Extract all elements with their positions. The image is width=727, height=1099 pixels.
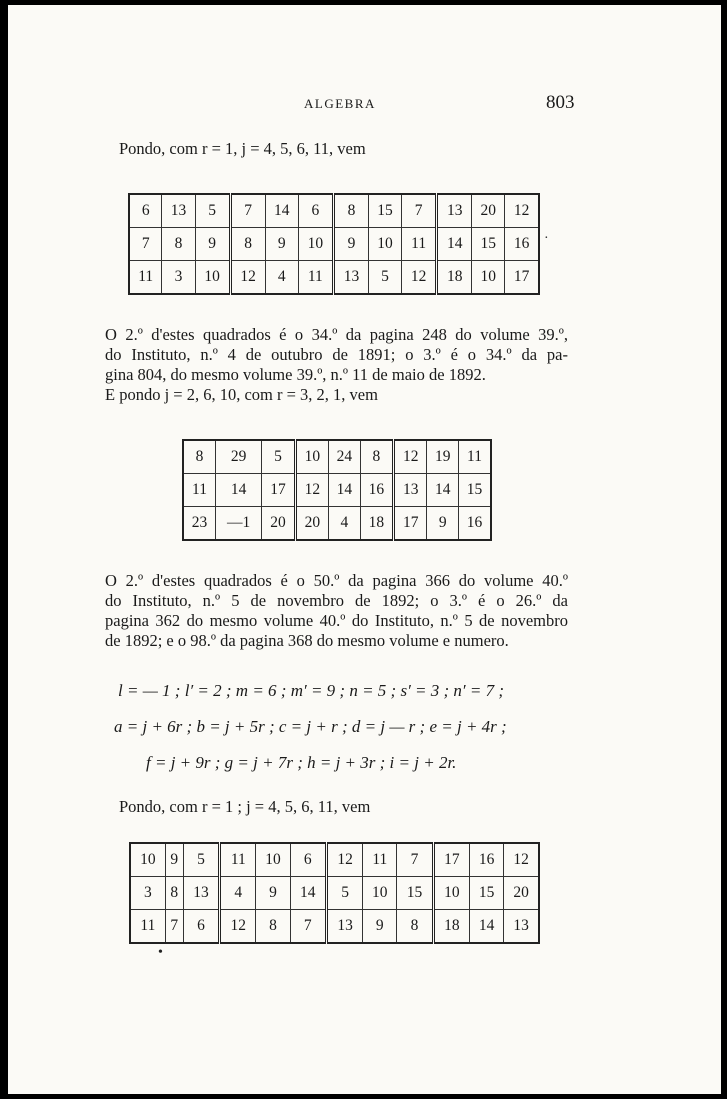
table-cell: 12 [220, 910, 256, 944]
paragraph-3-line-4: de 1892; e o 98.º da pagina 368 do mesmo volume e numero. [105, 631, 509, 650]
table-cell: 5 [262, 440, 295, 474]
table-cell: 15 [469, 877, 503, 910]
table-cell: 6 [298, 194, 333, 228]
table-cell: 12 [402, 261, 437, 295]
table-cell: 8 [333, 194, 368, 228]
table-cell: 17 [394, 507, 427, 541]
equation-line-3: f = j + 9r ; g = j + 7r ; h = j + 3r ; i = j + 2r. [146, 753, 457, 772]
table-cell: 11 [459, 440, 492, 474]
table-cell: 11 [402, 228, 437, 261]
table-cell: 10 [472, 261, 505, 295]
paragraph-2-line-1: O 2.º d'estes quadrados é o 34.º da pagina 248 do volume 39.º, [105, 325, 568, 344]
table-cell: 3 [162, 261, 195, 295]
table-cell: 18 [360, 507, 393, 541]
table-cell: 15 [397, 877, 433, 910]
table-cell: —1 [215, 507, 261, 541]
table-cell: 7 [165, 910, 183, 944]
table-cell: 13 [394, 474, 427, 507]
table-cell: 9 [256, 877, 290, 910]
table-cell: 17 [433, 843, 469, 877]
table-body [183, 440, 491, 540]
running-title: ALGEBRA [304, 96, 376, 111]
speck-mark: • [158, 945, 163, 960]
table-cell: 15 [472, 228, 505, 261]
page-number: 803 [546, 92, 575, 113]
table-row [130, 843, 539, 877]
table-cell: 5 [368, 261, 401, 295]
table-cell: 9 [427, 507, 459, 541]
table-cell: 19 [427, 440, 459, 474]
table-cell: 11 [130, 910, 165, 944]
table-body [129, 194, 539, 294]
page [8, 5, 721, 1094]
table-cell: 20 [262, 507, 295, 541]
table-cell: 23 [183, 507, 215, 541]
table-cell: 4 [220, 877, 256, 910]
table-cell: 10 [295, 440, 328, 474]
magic-squares-table-2 [182, 439, 492, 541]
table-cell: 5 [183, 843, 219, 877]
table-row [129, 194, 539, 228]
magic-squares-table-3 [129, 842, 540, 944]
table-cell: 13 [162, 194, 195, 228]
table-cell: 20 [504, 877, 539, 910]
table-cell: 11 [363, 843, 397, 877]
table-cell: 10 [368, 228, 401, 261]
table-cell: 8 [360, 440, 393, 474]
paragraph-3-line-3: pagina 362 do mesmo volume 40.º do Instituto, n.º 5 de novembro [105, 611, 568, 630]
table-row [129, 228, 539, 261]
table-cell: 11 [129, 261, 162, 295]
table-cell: 9 [265, 228, 298, 261]
table-cell: 14 [265, 194, 298, 228]
table-cell: 7 [397, 843, 433, 877]
table-row [130, 877, 539, 910]
table-cell: 6 [183, 910, 219, 944]
table-cell: 14 [290, 877, 326, 910]
table-cell: 6 [129, 194, 162, 228]
table-cell: 9 [363, 910, 397, 944]
table-cell: 10 [256, 843, 290, 877]
table-cell: 8 [183, 440, 215, 474]
table-cell: 10 [130, 843, 165, 877]
table-cell: 24 [329, 440, 361, 474]
table-cell: 16 [459, 507, 492, 541]
paragraph-2-line-3: gina 804, do mesmo volume 39.º, n.º 11 de maio de 1892. [105, 365, 486, 384]
table-cell: 7 [230, 194, 265, 228]
table-cell: 17 [262, 474, 295, 507]
table-cell: 7 [290, 910, 326, 944]
table-cell: 11 [298, 261, 333, 295]
table-cell: 3 [130, 877, 165, 910]
table-cell: 9 [195, 228, 230, 261]
table-cell: 12 [505, 194, 539, 228]
magic-squares-table-1 [128, 193, 540, 295]
table-cell: 7 [402, 194, 437, 228]
table-cell: 14 [437, 228, 472, 261]
paragraph-3-line-2: do Instituto, n.º 5 de novembro de 1892; o 3.º é o 26.º da [105, 591, 568, 610]
table-cell: 12 [326, 843, 362, 877]
table-cell: 10 [433, 877, 469, 910]
table-cell: 20 [472, 194, 505, 228]
table-cell: 13 [326, 910, 362, 944]
table-cell: 8 [256, 910, 290, 944]
table-row [183, 474, 491, 507]
table-cell: 13 [504, 910, 539, 944]
table-cell: 8 [397, 910, 433, 944]
equation-line-2: a = j + 6r ; b = j + 5r ; c = j + r ; d = j — r ; e = j + 4r ; [114, 717, 507, 736]
paragraph-intro-4: Pondo, com r = 1 ; j = 4, 5, 6, 11, vem [119, 797, 371, 816]
table-cell: 9 [165, 843, 183, 877]
table-cell: 14 [329, 474, 361, 507]
table-cell: 20 [295, 507, 328, 541]
table-cell: 13 [333, 261, 368, 295]
table-cell: 5 [195, 194, 230, 228]
table-cell: 4 [329, 507, 361, 541]
table-cell: 17 [505, 261, 539, 295]
table-cell: 16 [469, 843, 503, 877]
table-cell: 13 [183, 877, 219, 910]
table-cell: 12 [295, 474, 328, 507]
table-cell: 18 [437, 261, 472, 295]
table-cell: 10 [195, 261, 230, 295]
table-cell: 13 [437, 194, 472, 228]
table-body [130, 843, 539, 943]
equation-line-1: l = — 1 ; l′ = 2 ; m = 6 ; m′ = 9 ; n = 5 ; s′ = 3 ; n′ = 7 ; [118, 681, 505, 700]
table-cell: 8 [230, 228, 265, 261]
table-cell: 11 [183, 474, 215, 507]
table-row [129, 261, 539, 295]
table-cell: 16 [505, 228, 539, 261]
table-cell: 10 [298, 228, 333, 261]
table-cell: 12 [230, 261, 265, 295]
table-cell: 14 [215, 474, 261, 507]
table-cell: 10 [363, 877, 397, 910]
paragraph-2-line-2: do Instituto, n.º 4 de outubro de 1891; o 3.º é o 34.º da pa- [105, 345, 568, 364]
table-cell: 18 [433, 910, 469, 944]
table-cell: 15 [459, 474, 492, 507]
table-cell: 12 [504, 843, 539, 877]
table-cell: 14 [469, 910, 503, 944]
table-cell: 12 [394, 440, 427, 474]
table-cell: 9 [333, 228, 368, 261]
table-cell: 8 [165, 877, 183, 910]
table-cell: 8 [162, 228, 195, 261]
paragraph-intro-1: Pondo, com r = 1, j = 4, 5, 6, 11, vem [119, 139, 366, 158]
table-row [130, 910, 539, 944]
paragraph-3-line-1: O 2.º d'estes quadrados é o 50.º da pagina 366 do volume 40.º [105, 571, 568, 590]
table-row [183, 440, 491, 474]
table-cell: 5 [326, 877, 362, 910]
table-cell: 16 [360, 474, 393, 507]
speck-mark: · [544, 231, 549, 246]
table-cell: 15 [368, 194, 401, 228]
table-cell: 4 [265, 261, 298, 295]
table-cell: 29 [215, 440, 261, 474]
table-cell: 14 [427, 474, 459, 507]
paragraph-2-line-4: E pondo j = 2, 6, 10, com r = 3, 2, 1, vem [105, 385, 378, 404]
table-cell: 7 [129, 228, 162, 261]
table-cell: 6 [290, 843, 326, 877]
table-cell: 11 [220, 843, 256, 877]
table-row [183, 507, 491, 541]
